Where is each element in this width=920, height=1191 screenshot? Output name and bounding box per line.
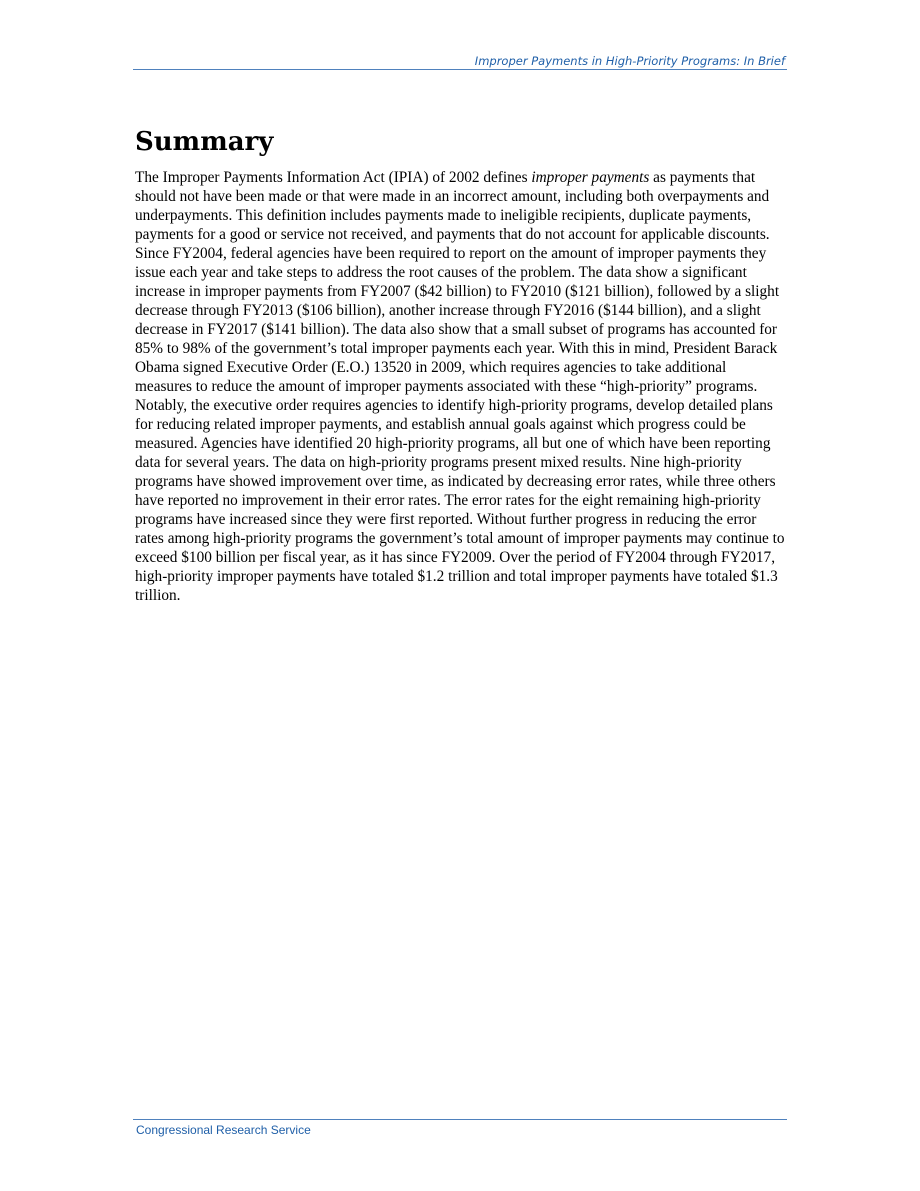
running-footer xyxy=(133,1119,787,1137)
summary-text-main: as payments that should not have been made or that were made in an incorrect amount, including both overpayments and underpayments. This definition includes payments made to ineligible recipients, duplicate payments, payments for a good or service not received, and payments that do not account for applicable discounts. Since FY2004, federal agencies have been required to report on the amount of improper payments they issue each year and take steps to address the root causes of the problem. The data show a significant increase in improper payments from FY2007 ($42 billion) to FY2010 ($121 billion), followed by a slight decrease through FY2013 ($106 billion), another increase through FY2016 ($144 billion), and a slight decrease in FY2017 ($141 billion). The data also show that a small subset of programs has accounted for 85% to 98% of the government’s total improper payments each year. With this in mind, President Barack Obama signed Executive Order (E.O.) 13520 in 2009, which requires agencies to take additional measures to reduce the amount of improper payments associated with these “high-priority” programs. Notably, the executive order requires agencies to identify high-priority programs, develop detailed plans for reducing related improper payments, and establish annual goals against which progress could be measured. Agencies have identified 20 high-priority programs, all but one of which have been reporting data for several years. The data on high-priority programs present mixed results. Nine high-priority programs have showed improvement over time, as indicated by decreasing error rates, while three others have reported no improvement in their error rates. The error rates for the eight remaining high-priority programs have increased since they were first reported. Without further progress in reducing the error rates among high-priority programs the government’s total amount of improper payments may continue to exceed $100 billion per fiscal year, as it has since FY2009. Over the period of FY2004 through FY2017, high-priority improper payments have totaled $1.2 trillion and total improper payments have totaled $1.3 trillion. xyxy=(135,169,785,604)
running-header xyxy=(133,54,787,70)
footer-organization: Congressional Research Service xyxy=(136,1123,311,1137)
summary-paragraph xyxy=(135,168,787,605)
summary-heading: Summary xyxy=(135,127,274,157)
defined-term: improper payments xyxy=(531,169,650,186)
summary-text-intro: The Improper Payments Information Act (IPIA) of 2002 defines xyxy=(135,169,532,186)
running-header-title: Improper Payments in High-Priority Programs: In Brief xyxy=(474,54,785,68)
